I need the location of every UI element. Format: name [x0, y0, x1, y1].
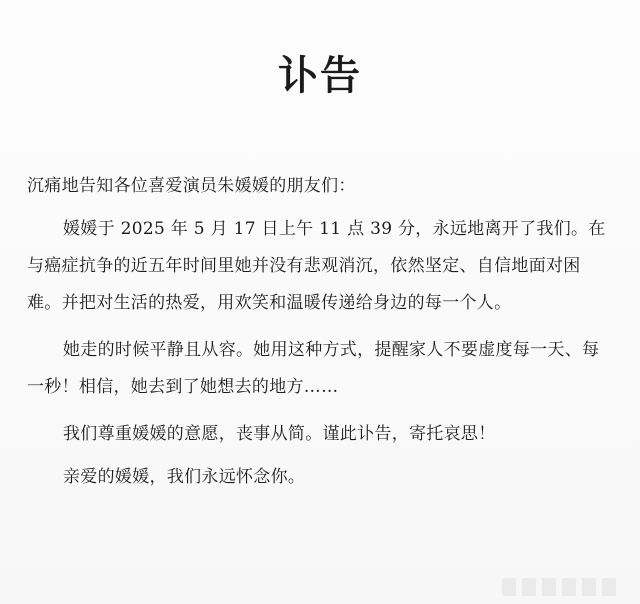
paragraph-funeral-wishes: 我们尊重媛媛的意愿，丧事从简。谨此讣告，寄托哀思！: [63, 424, 496, 444]
paragraph-passing-details: 媛媛于 2025 年 5 月 17 日上午 11 点 39 分，永远地离开了我们。在与癌症抗争的近五年时间里她并没有悲观消沉，依然坚定、自信地面对困难。并把对生活的热爱，用欢笑和温暖传递给身边的每一个人。: [27, 219, 606, 313]
faint-watermark: [502, 578, 622, 596]
salutation: 沉痛地告知各位喜爱演员朱媛媛的朋友们：: [27, 176, 356, 196]
document-title: 讣告: [278, 53, 362, 99]
paragraph-remembrance: 亲爱的媛媛，我们永远怀念你。: [63, 467, 306, 487]
paragraph-peaceful-departure: 她走的时候平静且从容。她用这种方式，提醒家人不要虚度每一天、每一秒！相信，她去到了她想去的地方……: [27, 340, 600, 397]
